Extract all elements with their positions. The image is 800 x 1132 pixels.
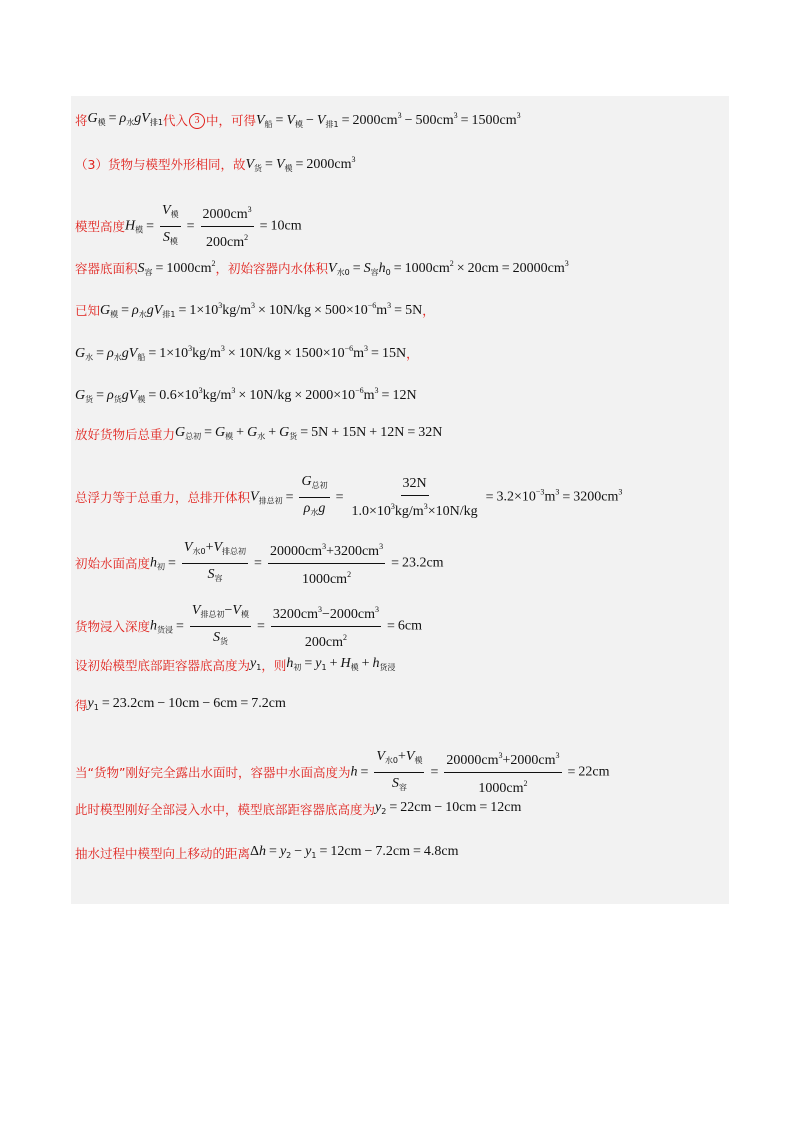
equation: $h_{货浸}$ = $\frac{V_{排总初}-V_模}{S_货}$ = $\frac{3200cm^3-2000cm^3}{200cm^2}$ = 6cm (150, 600, 422, 653)
solution-line-16 (75, 842, 459, 866)
solution-line-11 (75, 600, 422, 653)
line-text: 抽水过程中模型向上移动的距离 (75, 846, 251, 861)
equation: $V_船 = V_模 - V_{排1} = 2000cm^3 - 500cm^3 = 1500cm^3$ (255, 111, 521, 129)
line-text: 得 (75, 698, 88, 713)
equation: $V_货 = V_模 = 2000cm^3$ (245, 155, 356, 173)
solution-line-1 (75, 106, 521, 135)
equation: $S_容 = 1000cm^2$ (137, 259, 216, 277)
line-text: 模型高度 (75, 218, 126, 234)
solution-line-2 (75, 150, 356, 179)
line-text: 放好货物后总重力 (75, 427, 176, 442)
solution-line-5 (75, 296, 435, 325)
line-text: 货物浸入深度 (75, 618, 151, 634)
equation: $G_模 = \rho_水gV_{排1}$ (87, 110, 163, 127)
equation: $G_水 = \rho_水gV_船 = 1\times 10^3kg/m^3 \times 10N/kg \times 1500\times 10^{-6}m^3 = 15N$ (75, 344, 407, 362)
solution-line-4 (75, 254, 569, 283)
equation: $V_{排总初}$ = $\frac{G_{总初}}{\rho_水g}$ = $\frac{32N}{1.0\times 10^3kg/m^3\times 10N/kg}$ = $3.2\times 10^{-3}m^3 = 3200cm^3$ (250, 474, 623, 519)
solution-line-8 (75, 423, 442, 447)
solution-line-9 (75, 472, 622, 523)
equation: $h_初$ = $\frac{V_{水0}+V_{排总初}}{S_容}$ = $\frac{20000cm^3+3200cm^3}{1000cm^2}$ = 23.2cm (150, 537, 444, 590)
equation: h = $\frac{V_{水0}+V_模}{S_容}$ = $\frac{20000cm^3+2000cm^3}{1000cm^2}$ = 22cm (350, 746, 609, 799)
equation: $h_初 = y_1 + H_模 + h_{货浸}$ (286, 656, 396, 672)
equation: $G_模 = \rho_水gV_{排1} = 1\times 10^3kg/m^3 \times 10N/kg \times 500\times 10^{-6}m^3 = 5N$ (100, 301, 423, 319)
line-text: （3）货物与模型外形相同，故 (75, 156, 246, 172)
equation: $y_1 = 23.2cm - 10cm - 6cm = 7.2cm$ (87, 696, 286, 712)
equation: $y_1$ (250, 656, 262, 672)
solution-line-14 (75, 746, 610, 799)
line-text: 已知 (75, 302, 101, 318)
equation: $G_货 = \rho_货gV_模 = 0.6\times 10^3kg/m^3 \times 10N/kg \times 2000\times 10^{-6}m^3 = 12N$ (75, 386, 417, 404)
circled-number: 3 (189, 113, 205, 129)
line-text: 此时模型刚好全部浸入水中，模型底部距容器底高度为 (75, 802, 376, 817)
solution-line-3 (75, 200, 302, 253)
solution-line-15 (75, 798, 521, 822)
line-text: ，初始容器内水体积 (215, 260, 329, 276)
solution-line-7 (75, 381, 417, 410)
line-text: 总浮力等于总重力，总排开体积 (75, 489, 251, 505)
line-text: 代入 (162, 112, 188, 128)
solution-line-10 (75, 537, 444, 590)
equation: $G_{总初} = G_模 + G_水 + G_货 = 5N + 15N + 12N = 32N$ (175, 425, 443, 441)
line-text: 中，可得 (205, 112, 256, 128)
equation: $y_2 = 22cm - 10cm = 12cm$ (375, 800, 522, 816)
equation: $\Delta h = y_2 - y_1 = 12cm - 7.2cm = 4.8cm$ (250, 844, 459, 860)
line-text: 容器底面积 (75, 260, 138, 276)
line-text: 当“货物”刚好完全露出水面时，容器中水面高度为 (75, 764, 351, 780)
line-text: 初始水面高度 (75, 555, 151, 571)
solution-line-12 (75, 654, 396, 678)
line-text: 设初始模型底部距容器底高度为 (75, 658, 251, 673)
solution-line-6 (75, 339, 419, 368)
equation: $V_{水0} = S_容h_0 = 1000cm^2 \times 20cm = 20000cm^3$ (328, 259, 569, 277)
solution-line-13 (75, 694, 286, 718)
line-text: 将 (75, 112, 88, 128)
equation: $H_模$ = $\frac{V_模}{S_模}$ = $\frac{2000cm^3}{200cm^2}$ = 10cm (125, 200, 302, 253)
line-text: ， (422, 302, 435, 318)
line-text: ，则 (261, 658, 287, 673)
line-text: ， (406, 345, 419, 361)
